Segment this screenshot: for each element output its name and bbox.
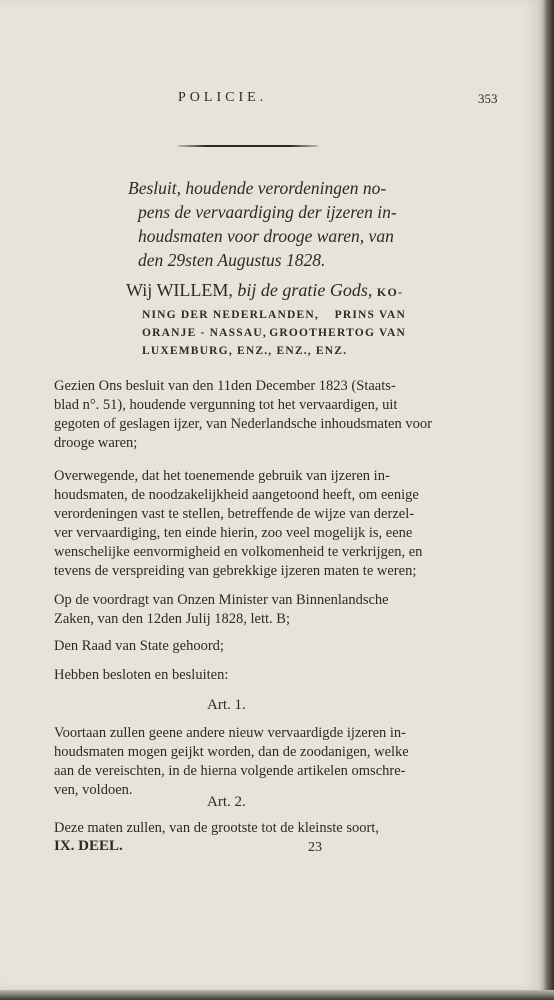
art1-line-4: ven, voldoen. [54, 782, 133, 798]
para2-line-2: houdsmaten, de noodzakelijkheid aangetoond heeft, om eenige [54, 487, 419, 503]
decree-name: Wij WILLEM, [126, 280, 233, 300]
para1-line-2: blad n°. 51), houdende vergunning tot het vervaardigen, uit [54, 397, 398, 413]
decree-caps-line-3 [142, 345, 406, 357]
article-1-title: Art. 1. [207, 697, 246, 713]
decree-caps-line-2 [142, 327, 406, 339]
para2-line-6: tevens de verspreiding van gebrekkige ijzeren maten te weren; [54, 563, 417, 579]
signature-mark: 23 [308, 840, 322, 855]
heading-line-1: Besluit, houdende verordeningen no- [128, 178, 387, 198]
para1-line-4: drooge waren; [54, 435, 138, 451]
heading-line-2: pens de vervaardiging der ijzeren in- [138, 202, 397, 222]
para1-line-3: gegoten of geslagen ijzer, van Nederlandsche inhoudsmaten voor [54, 416, 432, 432]
para3-line-2: Zaken, van den 12den Julij 1828, lett. B; [54, 611, 290, 627]
decree-caps-tail: KO- [376, 285, 404, 299]
para4-line-1: Den Raad van State gehoord; [54, 638, 224, 654]
volume-mark: IX. DEEL. [54, 838, 123, 854]
decree-caps-3a: LUXEMBURG, ENZ., ENZ., ENZ. [142, 345, 348, 357]
para1-line-1: Gezien Ons besluit van den 11den December 1823 (Staats- [54, 378, 396, 394]
art1-line-2: houdsmaten mogen geijkt worden, dan de zoodanigen, welke [54, 744, 409, 760]
heading-line-3: houdsmaten voor drooge waren, van [138, 226, 394, 246]
article-2-title: Art. 2. [207, 794, 246, 810]
art1-line-3: aan de vereischten, in de hierna volgende artikelen omschre- [54, 763, 406, 779]
art2-line-1: Deze maten zullen, van de grootste tot de kleinste soort, [54, 820, 379, 836]
heading-line-4: den 29sten Augustus 1828. [138, 250, 326, 270]
decree-caps-line-1 [142, 309, 406, 321]
decree-grace: bij de gratie Gods, [232, 280, 373, 300]
para2-line-4: ver vervaardiging, ten einde hierin, zoo veel mogelijk is, eene [54, 525, 413, 541]
decree-caps-1b: PRINS VAN [334, 309, 406, 321]
decree-caps-1a: NING DER NEDERLANDEN, [142, 309, 319, 321]
page-edge-bottom [0, 990, 554, 1000]
para2-line-1: Overwegende, dat het toenemende gebruik van ijzeren in- [54, 468, 390, 484]
para2-line-3: verordeningen vast te stellen, betreffende de wijze van derzel- [54, 506, 415, 522]
header-rule [178, 145, 318, 147]
para5-line-1: Hebben besloten en besluiten: [54, 667, 229, 683]
para2-line-5: wenschelijke eenvormigheid en volkomenheid te verkrijgen, en [54, 544, 423, 560]
decree-caps-2a: ORANJE - NASSAU, [142, 327, 267, 339]
art1-line-1: Voortaan zullen geene andere nieuw vervaardigde ijzeren in- [54, 725, 406, 741]
page-edge-right [538, 0, 554, 1000]
running-title: POLICIE. [178, 90, 268, 105]
para3-line-1: Op de voordragt van Onzen Minister van Binnenlandsche [54, 592, 389, 608]
decree-caps-2b: GROOTHERTOG VAN [269, 327, 406, 339]
page-number: 353 [478, 91, 498, 106]
decree-opening [126, 280, 403, 301]
